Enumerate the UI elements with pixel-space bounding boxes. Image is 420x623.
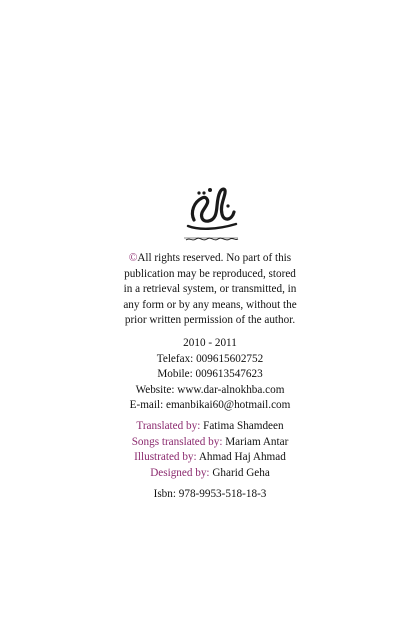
credit-illustrator (110, 450, 310, 466)
credit-label: Translated by: (136, 420, 201, 432)
copyright-symbol: © (128, 252, 138, 264)
credit-value: Gharid Geha (212, 466, 270, 479)
credit-songs-translator (110, 435, 310, 451)
credit-value: Mariam Antar (225, 435, 289, 448)
credit-label: Illustrated by: (134, 451, 197, 464)
rights-statement (110, 251, 310, 329)
credits (110, 419, 310, 481)
credit-label: Designed by: (150, 466, 210, 479)
credit-designer (110, 466, 310, 482)
rights-line: in a retrieval system, or transmitted, in (123, 283, 297, 296)
publisher-logo-graphic (180, 182, 242, 248)
rights-text: All rights reserved. No part of this (137, 252, 292, 264)
contact-info (110, 336, 310, 414)
telefax: Telefax: 009615602752 (156, 352, 264, 365)
mobile: Mobile: 009613547623 (157, 368, 263, 381)
email: E-mail: emanbikai60@hotmail.com (129, 399, 291, 412)
publication-year: 2010 - 2011 (183, 337, 237, 349)
publisher-logo (180, 182, 242, 248)
isbn-text: Isbn: 978-9953-518-18-3 (153, 488, 267, 500)
rights-line: any form or by any means, without the (123, 298, 297, 311)
rights-line: publication may be reproduced, stored (124, 267, 296, 280)
rights-line: prior written permission of the author. (124, 314, 296, 327)
credit-value: Ahmad Haj Ahmad (198, 451, 286, 464)
isbn (110, 487, 310, 503)
rights-line (110, 251, 310, 267)
credit-value: Fatima Shamdeen (203, 420, 284, 432)
credit-translator (110, 419, 310, 435)
credit-label: Songs translated by: (131, 435, 223, 448)
website: Website: www.dar-alnokhba.com (135, 383, 285, 396)
